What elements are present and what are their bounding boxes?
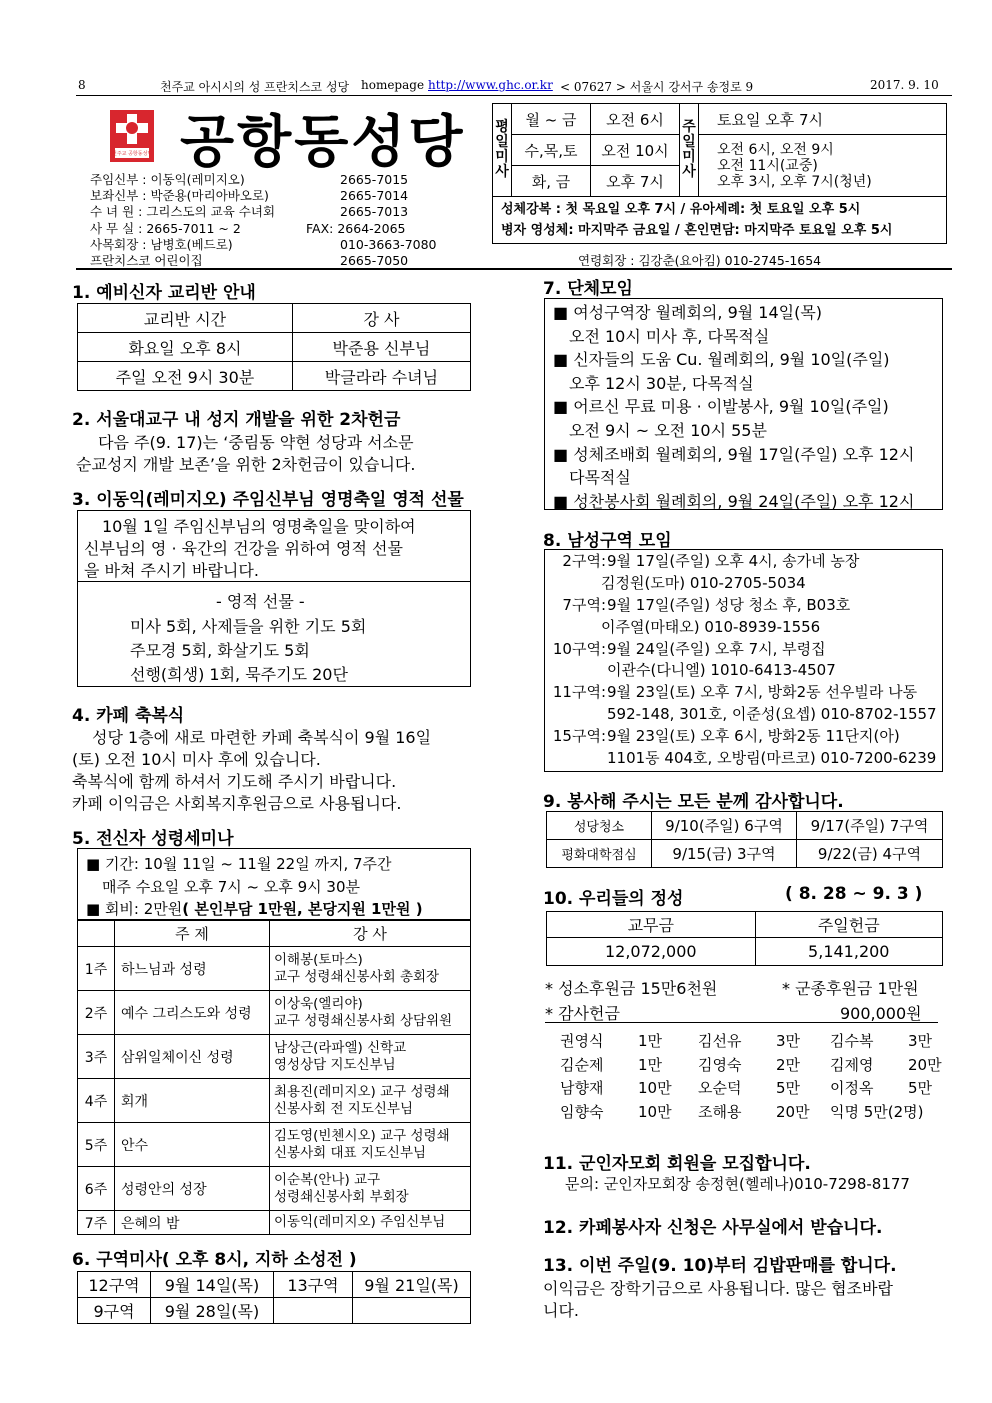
speaker-line: 성령쇄신봉사회 부회장 xyxy=(274,1188,409,1205)
table-row xyxy=(78,1123,471,1167)
table-cell: 9/15(금) 3구역 xyxy=(652,840,797,868)
section-6-title: 6. 구역미사( 오후 8시, 지하 소성전 ) xyxy=(72,1250,357,1270)
parish-title: 공항동성당 xyxy=(180,110,466,175)
speaker-line: 남상근(라파엘) 신학교 xyxy=(274,1039,407,1056)
table-cell: 주일 오전 9시 30분 xyxy=(78,362,293,391)
speaker-cell xyxy=(270,947,471,991)
staff-phone: 2665-7015 xyxy=(340,172,409,187)
donor-amount: 1만 xyxy=(638,1055,663,1074)
donor-list xyxy=(560,1030,940,1124)
sunday-mass-label: 주일미사 xyxy=(680,104,699,197)
speaker-cell xyxy=(270,991,471,1035)
donor-name: 김선유 xyxy=(698,1032,742,1050)
section-2-text: 순교성지 개발 보존’을 위한 2차헌금이 있습니다. xyxy=(76,455,416,474)
group-meetings-box xyxy=(544,298,943,510)
homepage-label: homepage xyxy=(361,78,425,92)
table-cell: 9월 28일(목) xyxy=(151,1298,274,1324)
speaker-line: 이상욱(엘리야) xyxy=(274,995,363,1012)
mass-days: 화, 금 xyxy=(512,166,591,197)
district-label: 11구역: xyxy=(552,683,606,702)
seminar-info: ■ 기간: 10월 11일 ~ 11월 22일 까지, 7주간 xyxy=(86,855,392,873)
donor-name: 익명 5만(2명) xyxy=(830,1102,924,1121)
district-meeting-info: 9월 17일(주일) 성당 청소 후, B03호 xyxy=(607,595,851,614)
sunday-mass-times xyxy=(699,135,947,197)
donor-amount: 20만 xyxy=(776,1102,810,1121)
offering-table xyxy=(546,911,943,966)
speaker-line: 이해봉(토마스) xyxy=(274,951,363,968)
donor-amount: 3만 xyxy=(908,1032,933,1050)
gift-item: 선행(희생) 1회, 묵주기도 20단 xyxy=(130,665,348,684)
gift-intro-line: 10월 1일 주임신부님의 영명축일을 맞이하여 xyxy=(102,517,416,536)
title-rule xyxy=(76,268,952,270)
table-cell: 5,141,200 xyxy=(755,938,942,966)
table-row xyxy=(78,1079,471,1123)
section-5-title: 5. 전신자 성령세미나 xyxy=(72,829,234,849)
donor-amount: 1만 xyxy=(638,1032,663,1050)
sunday-mass-line: 오후 3시, 오후 7시(청년) xyxy=(717,173,872,190)
week-cell: 2주 xyxy=(78,991,115,1035)
table-header: 교리반 시간 xyxy=(78,304,293,333)
district-meeting-row xyxy=(545,595,942,617)
issue-date: 2017. 9. 10 xyxy=(870,78,939,92)
topic-cell: 회개 xyxy=(115,1079,270,1123)
donor-name: 남향재 xyxy=(560,1079,604,1097)
donor-amount: 20만 xyxy=(908,1055,942,1074)
table-cell: 박준용 신부님 xyxy=(292,333,470,362)
meeting-line: 오후 12시 30분, 다목적실 xyxy=(569,373,754,393)
donor-row xyxy=(560,1077,940,1101)
section-10-title: 10. 우리들의 정성 xyxy=(543,889,684,909)
seminar-info-box xyxy=(77,848,471,920)
speaker-line: 영성상담 지도신부님 xyxy=(274,1056,396,1073)
staff-phone: 2665-7014 xyxy=(340,188,409,204)
speaker-line: 신봉사회 대표 지도신부님 xyxy=(274,1144,427,1161)
donor-name: 김순제 xyxy=(560,1055,604,1074)
donor-amount: 5만 xyxy=(776,1079,801,1097)
section-13-text: 니다. xyxy=(543,1301,579,1320)
meeting-line: 다목적실 xyxy=(569,468,631,488)
table-cell xyxy=(274,1298,353,1324)
section-11-text: 문의: 군인자모회장 송정현(헬레나)010-7298-8177 xyxy=(565,1175,910,1193)
section-1-title: 1. 예비신자 교리반 안내 xyxy=(72,283,256,303)
vocation-donation: * 성소후원금 15만6천원 xyxy=(545,979,718,998)
donor-row xyxy=(560,1030,940,1054)
seminar-fee: ■ 회비: 2만원 xyxy=(86,900,183,918)
funeral-society-contact: 연령회장 : 김강춘(요아킴) 010-2745-1654 xyxy=(578,253,822,268)
staff-row xyxy=(90,236,437,253)
section-3-title: 3. 이동익(레미지오) 주임신부님 영명축일 영적 선물 xyxy=(72,490,464,510)
staff-label: 보좌신부 : 박준용(마리아바오로) xyxy=(90,188,269,204)
speaker-line: 이순복(안나) 교구 xyxy=(274,1171,381,1188)
parish-full-name: 천주교 아시시의 성 프란치스코 성당 xyxy=(160,80,350,94)
service-table xyxy=(546,811,943,868)
table-header: 주 제 xyxy=(115,921,270,947)
speaker-line: 교구 성령쇄신봉사회 상담위원 xyxy=(274,1012,453,1029)
meeting-line: ■ 어르신 무료 미용 · 이발봉사, 9월 10일(주일) xyxy=(553,397,889,417)
mass-note: 병자 영성체: 마지막주 금요일 / 혼인면담: 마지막주 토요일 오후 5시 xyxy=(501,223,893,238)
staff-label: 프란치스코 어린이집 xyxy=(90,252,203,268)
staff-label: 사 무 실 : 2665-7011 ~ 2 xyxy=(90,220,241,236)
table-row xyxy=(78,1167,471,1211)
donor-amount: 2만 xyxy=(776,1055,801,1074)
gift-intro-line: 을 바쳐 주시기 바랍니다. xyxy=(84,561,259,580)
mass-time: 오전 6시 xyxy=(591,104,680,135)
week-cell: 1주 xyxy=(78,947,115,991)
thanks-offering-total: 900,000원 xyxy=(840,1004,922,1023)
district-contact: 1101동 404호, 오방림(마르코) 010-7200-6239 xyxy=(607,749,937,768)
meeting-line: ■ 여성구역장 월례회의, 9월 14일(목) xyxy=(553,303,823,322)
staff-label: 사목회장 : 남병호(베드로) xyxy=(90,236,233,252)
mass-days: 월 ~ 금 xyxy=(512,104,591,135)
table-cell: 9월 21일(목) xyxy=(353,1272,471,1298)
mass-note: 성체강복 : 첫 목요일 오후 7시 / 유아세례: 첫 토요일 오후 5시 xyxy=(501,202,861,217)
saturday-mass: 토요일 오후 7시 xyxy=(699,104,947,135)
gift-title: - 영적 선물 - xyxy=(216,592,305,611)
section-4-text: (토) 오전 10시 미사 후에 있습니다. xyxy=(72,750,321,769)
catechism-table xyxy=(77,303,471,391)
mass-time: 오전 10시 xyxy=(591,135,680,166)
section-4-text: 카페 이익금은 사회복지후원금으로 사용됩니다. xyxy=(72,794,402,813)
topic-cell: 하느님과 성령 xyxy=(115,947,270,991)
header-rule xyxy=(76,95,952,96)
donor-row xyxy=(560,1101,940,1125)
speaker-line: 신봉사회 전 지도신부님 xyxy=(274,1100,413,1117)
district-contact: 이관수(다니엘) 1010-6413-4507 xyxy=(607,661,836,680)
section-13-text: 이익금은 장학기금으로 사용됩니다. 많은 협조바랍 xyxy=(543,1279,894,1298)
staff-row xyxy=(90,204,410,220)
donor-name: 오순덕 xyxy=(698,1079,742,1097)
donor-name: 김영숙 xyxy=(698,1055,742,1074)
district-label: 10구역: xyxy=(552,639,606,658)
spiritual-gift-box xyxy=(77,510,471,687)
donor-name: 조해용 xyxy=(698,1102,742,1121)
mass-days: 수,목,토 xyxy=(512,135,591,166)
district-contact: 이주열(마태오) 010-8939-1556 xyxy=(601,617,821,636)
topic-cell: 삼위일체이신 성령 xyxy=(115,1035,270,1079)
donor-name: 김수복 xyxy=(830,1032,874,1050)
mass-time: 오후 7시 xyxy=(591,166,680,197)
topic-cell: 은혜의 밤 xyxy=(115,1211,270,1235)
section-2-text: 다음 주(9. 17)는 ‘중림동 약현 성당과 서소문 xyxy=(98,433,414,452)
address: < 07627 > 서울시 강서구 송정로 9 xyxy=(560,80,754,94)
district-meeting-info: 9월 24일(주일) 오후 7시, 부령집 xyxy=(607,639,826,658)
section-13-title: 13. 이번 주일(9. 10)부터 김밥판매를 합니다. xyxy=(543,1256,897,1276)
table-cell: 12구역 xyxy=(78,1272,151,1298)
staff-row xyxy=(90,172,410,188)
staff-label: 수 녀 원 : 그리스도의 교육 수녀회 xyxy=(90,204,276,220)
logo-caption: 천주교 공항동성당 xyxy=(112,151,153,157)
table-cell: 화요일 오후 8시 xyxy=(78,333,293,362)
staff-row xyxy=(90,188,410,204)
donor-name: 임향숙 xyxy=(560,1102,604,1121)
staff-row xyxy=(90,221,410,237)
week-cell: 4주 xyxy=(78,1079,115,1123)
week-cell: 3주 xyxy=(78,1035,115,1079)
week-cell: 6주 xyxy=(78,1167,115,1211)
topic-cell: 예수 그리스도와 성령 xyxy=(115,991,270,1035)
table-cell: 9/17(주일) 7구역 xyxy=(797,812,943,840)
week-cell: 7주 xyxy=(78,1211,115,1235)
speaker-cell xyxy=(270,1167,471,1211)
district-contact: 김정원(도마) 010-2705-5034 xyxy=(601,573,806,592)
donor-amount: 10만 xyxy=(638,1079,672,1097)
staff-phone: 2665-7050 xyxy=(340,252,409,268)
district-contact: 592-148, 301호, 이준성(요셉) 010-8702-1557 xyxy=(607,705,937,724)
table-cell: 9/22(금) 4구역 xyxy=(797,840,943,868)
staff-label: 주임신부 : 이동익(레미지오) xyxy=(90,172,245,187)
meeting-line: ■ 신자들의 도움 Cu. 월례회의, 9월 10일(주일) xyxy=(553,350,890,370)
table-row xyxy=(78,1035,471,1079)
speaker-line: 김도영(빈첸시오) 교구 성령쇄 xyxy=(274,1127,450,1144)
district-meeting-info: 9월 23일(토) 오후 6시, 방화2동 11단지(아) xyxy=(607,727,900,746)
staff-row xyxy=(90,253,410,269)
speaker-cell xyxy=(270,1123,471,1167)
topic-cell: 안수 xyxy=(115,1123,270,1167)
staff-phone: 2665-7013 xyxy=(340,204,409,220)
weekday-mass-label: 평일미사 xyxy=(493,104,512,197)
donor-name: 이정옥 xyxy=(830,1079,874,1097)
gift-intro-line: 신부님의 영 · 육간의 건강을 위하여 영적 선물 xyxy=(84,539,403,558)
staff-list xyxy=(90,172,437,269)
week-cell: 5주 xyxy=(78,1123,115,1167)
section-7-title: 7. 단체모임 xyxy=(543,279,633,299)
donor-amount: 10만 xyxy=(638,1102,672,1121)
table-cell: 13구역 xyxy=(274,1272,353,1298)
donor-row xyxy=(560,1054,940,1078)
mass-notes xyxy=(493,197,947,244)
district-meeting-row xyxy=(545,726,942,748)
table-cell: 성당청소 xyxy=(547,812,652,840)
section-4-text: 축복식에 함께 하셔서 기도해 주시기 바랍니다. xyxy=(72,772,397,791)
section-11-title: 11. 군인자모회 회원을 모집합니다. xyxy=(543,1154,811,1174)
men-district-box xyxy=(544,549,943,772)
offering-period: ( 8. 28 ~ 9. 3 ) xyxy=(785,884,923,904)
gift-item: 미사 5회, 사제들을 위한 기도 5회 xyxy=(130,617,367,636)
meeting-line: ■ 성체조배회 월례회의, 9월 17일(주일) 오후 12시 xyxy=(553,444,915,464)
table-cell: 평화대학점심 xyxy=(547,840,652,868)
donor-name: 김제영 xyxy=(830,1055,874,1074)
staff-phone: FAX: 2664-2065 xyxy=(306,220,406,236)
table-header: 강 사 xyxy=(270,921,471,947)
speaker-cell xyxy=(270,1211,471,1235)
district-label: 7구역: xyxy=(562,595,606,614)
district-meeting-row xyxy=(545,682,942,704)
table-cell xyxy=(353,1298,471,1324)
meeting-line: 오전 10시 미사 후, 다목적실 xyxy=(569,326,770,346)
homepage-link[interactable]: http://www.ghc.or.kr xyxy=(428,78,553,92)
thanks-rule xyxy=(545,1022,938,1023)
table-row xyxy=(78,991,471,1035)
meeting-line: 오전 9시 ~ 오전 10시 55분 xyxy=(569,420,767,440)
table-header: 교무금 xyxy=(547,912,756,938)
divider xyxy=(78,581,470,582)
district-mass-table xyxy=(77,1271,471,1324)
section-9-title: 9. 봉사해 주시는 모든 분께 감사합니다. xyxy=(543,792,844,812)
table-header: 강 사 xyxy=(292,304,470,333)
table-cell: 9월 14일(목) xyxy=(151,1272,274,1298)
speaker-line: 최용진(레미지오) 교구 성령쇄 xyxy=(274,1083,450,1100)
table-cell: 박글라라 수녀님 xyxy=(292,362,470,391)
table-cell: 9구역 xyxy=(78,1298,151,1324)
page-number: 8 xyxy=(78,78,86,92)
sunday-mass-line: 오전 11시(교중) xyxy=(717,157,818,174)
district-label: 2구역: xyxy=(562,552,606,570)
speaker-cell xyxy=(270,1079,471,1123)
section-12-title: 12. 카페봉사자 신청은 사무실에서 받습니다. xyxy=(543,1218,883,1238)
seminar-fee-detail: ( 본인부담 1만원, 본당지원 1만원 ) xyxy=(182,900,423,918)
speaker-line: 이동익(레미지오) 주임신부님 xyxy=(274,1214,446,1230)
section-4-title: 4. 카페 축복식 xyxy=(72,706,185,726)
table-cell: 12,072,000 xyxy=(547,938,756,966)
donor-amount: 5만 xyxy=(908,1079,933,1097)
table-row xyxy=(78,1211,471,1235)
sunday-mass-line: 오전 6시, 오전 9시 xyxy=(717,141,834,158)
table-header: 주일헌금 xyxy=(755,912,942,938)
table-row xyxy=(78,947,471,991)
donor-name: 권영식 xyxy=(560,1032,604,1050)
speaker-cell xyxy=(270,1035,471,1079)
seminar-table xyxy=(77,920,471,1235)
military-donation: * 군종후원금 1만원 xyxy=(782,979,919,998)
district-meeting-row xyxy=(545,639,942,661)
thanks-offering-label: * 감사헌금 xyxy=(545,1004,620,1023)
meeting-line: ■ 성찬봉사회 월례회의, 9월 24일(주일) 오후 12시 xyxy=(553,491,915,510)
speaker-line: 교구 성령쇄신봉사회 총회장 xyxy=(274,968,440,985)
seminar-info: 매주 수요일 오후 7시 ~ 오후 9시 30분 xyxy=(102,878,360,896)
section-4-text: 성당 1층에 새로 마련한 카페 축복식이 9월 16일 xyxy=(92,728,432,747)
mass-schedule-table xyxy=(492,103,947,244)
donor-amount: 3만 xyxy=(776,1032,801,1050)
section-2-title: 2. 서울대교구 내 성지 개발을 위한 2차헌금 xyxy=(72,410,401,430)
district-meeting-info: 9월 17일(주일) 오후 4시, 송가네 농장 xyxy=(607,552,860,570)
district-meeting-info: 9월 23일(토) 오후 7시, 방화2동 선우빌라 나동 xyxy=(607,683,918,702)
section-8-title: 8. 남성구역 모임 xyxy=(543,531,672,551)
gift-item: 주모경 5회, 화살기도 5회 xyxy=(130,641,310,660)
district-meeting-row xyxy=(545,551,942,573)
topic-cell: 성령안의 성장 xyxy=(115,1167,270,1211)
table-cell: 9/10(주일) 6구역 xyxy=(652,812,797,840)
district-label: 15구역: xyxy=(552,727,606,746)
staff-phone: 010-3663-7080 xyxy=(340,236,437,252)
